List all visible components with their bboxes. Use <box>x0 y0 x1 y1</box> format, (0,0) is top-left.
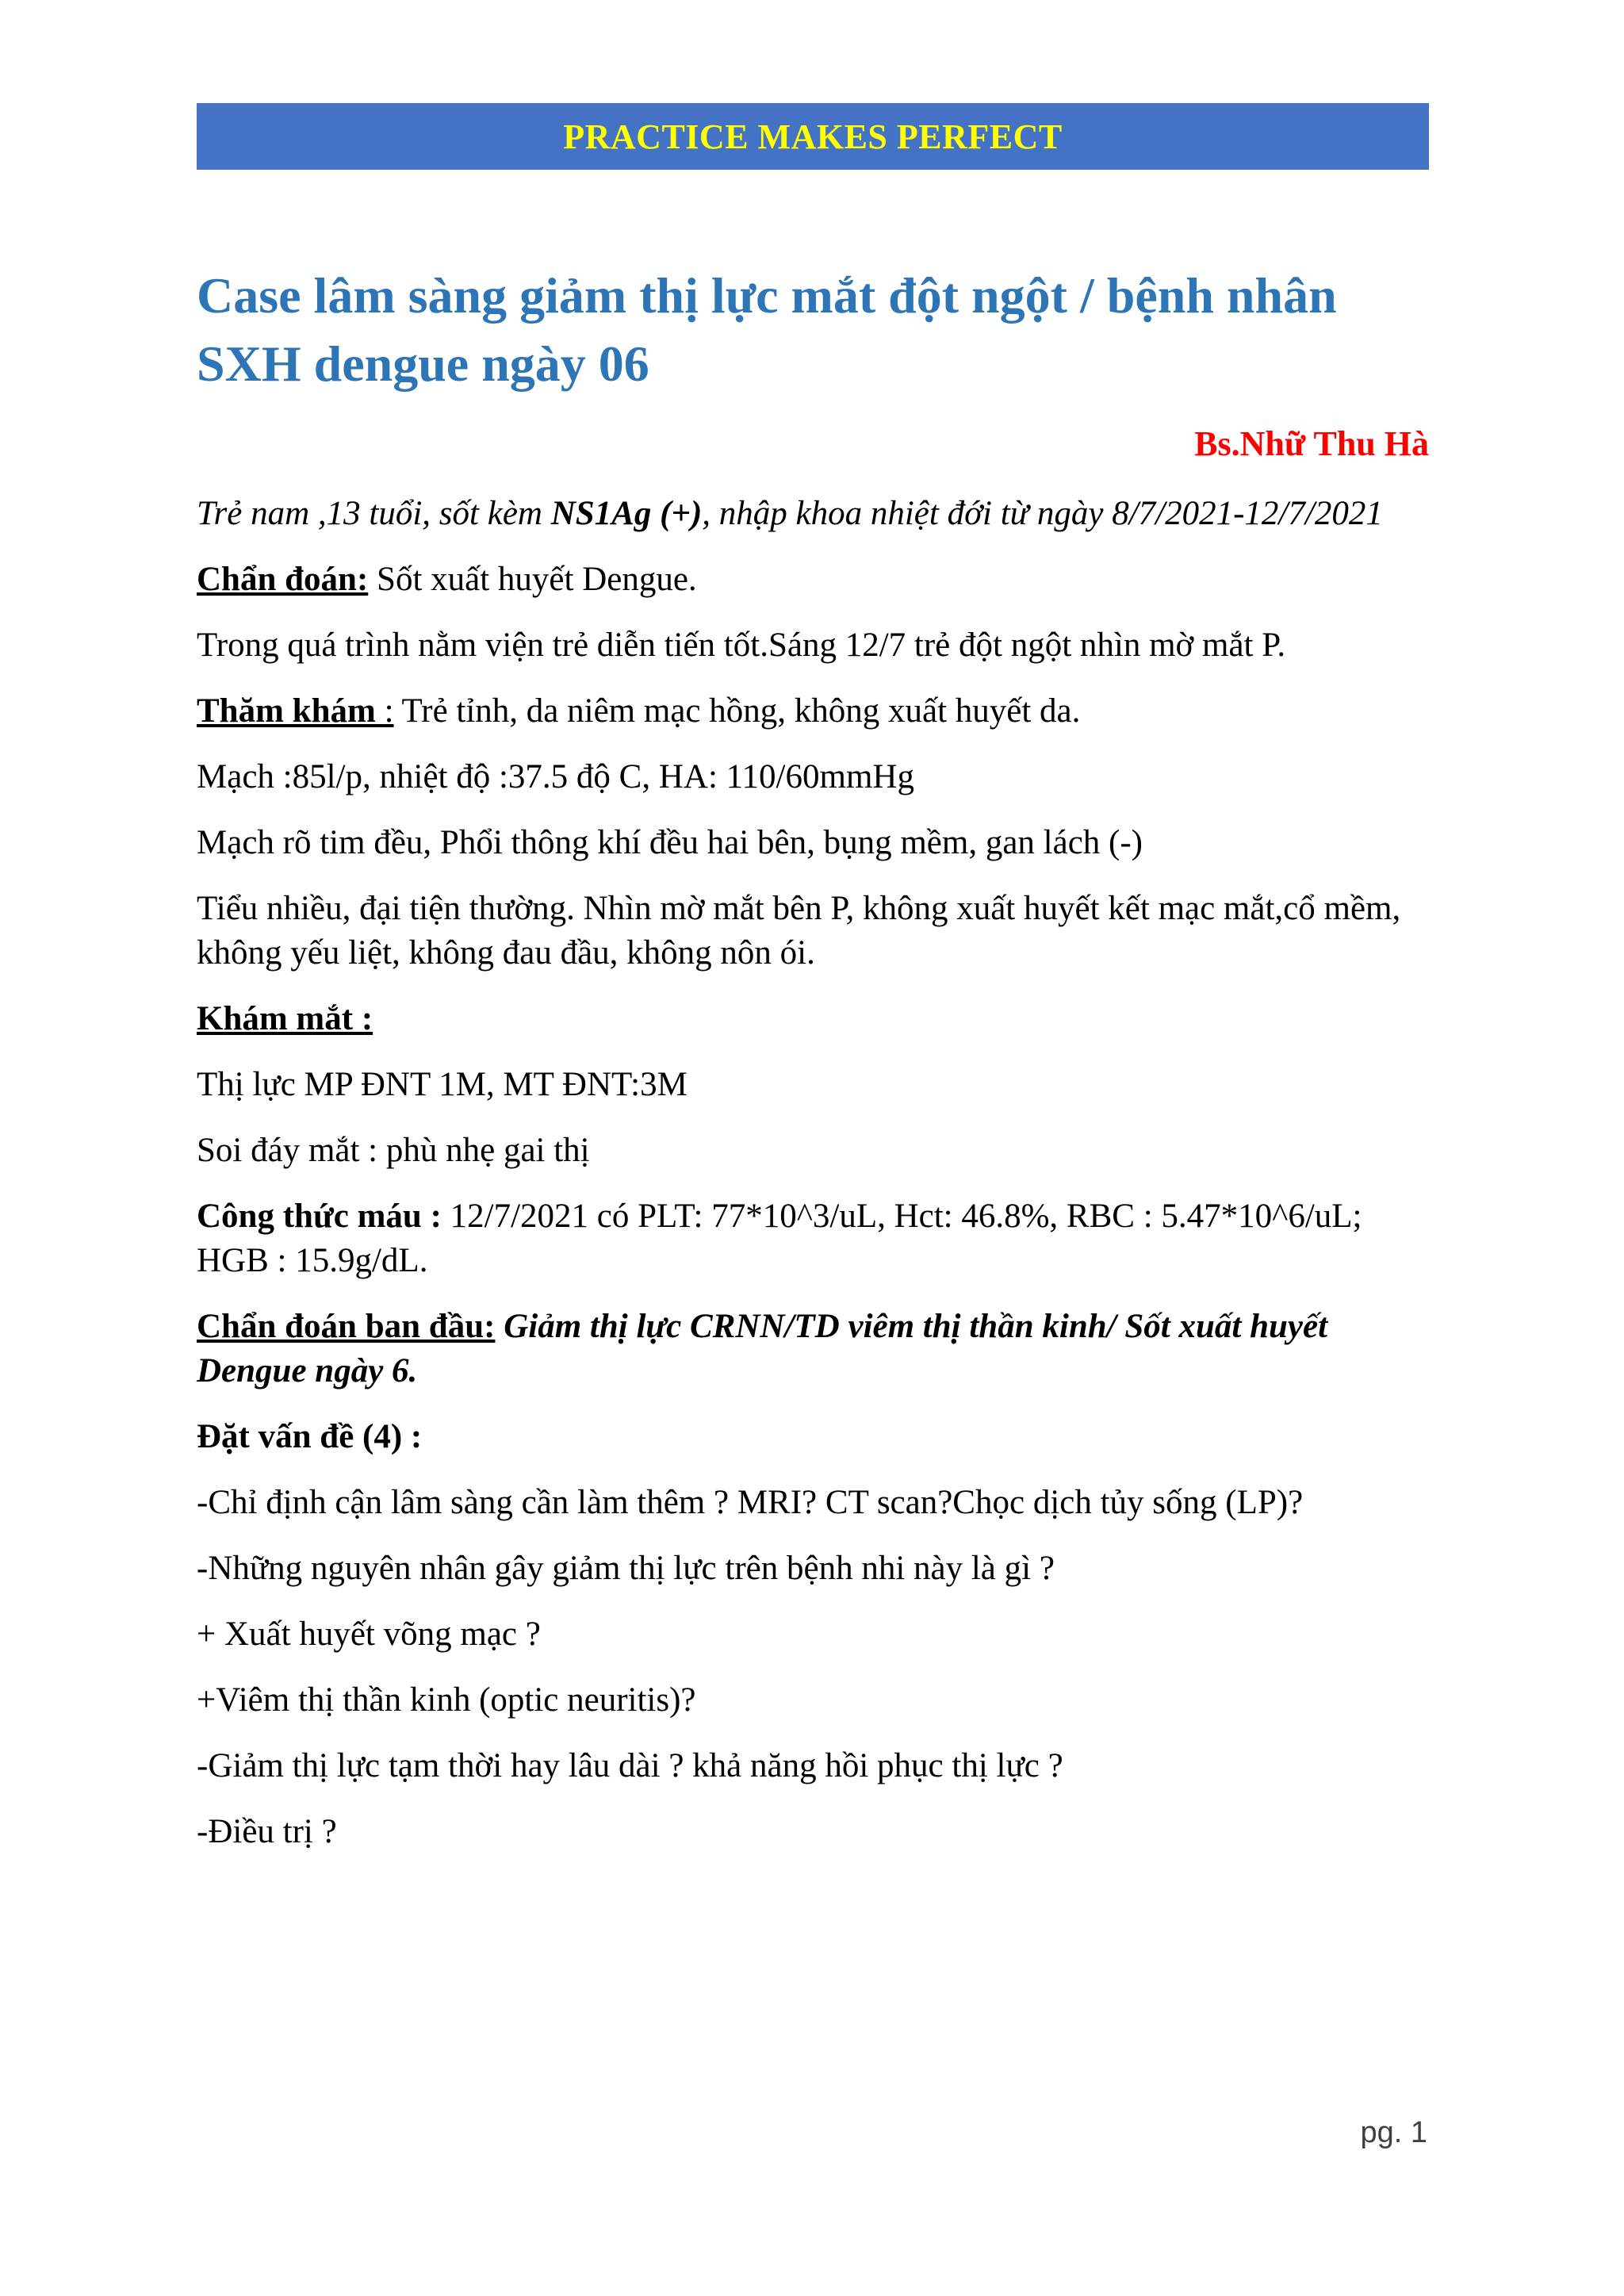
author-name: Bs.Nhữ Thu Hà <box>1194 424 1429 463</box>
banner-text: PRACTICE MAKES PERFECT <box>563 117 1063 156</box>
exam-colon: : <box>384 692 394 730</box>
diagnosis-paragraph <box>197 558 1434 602</box>
acuity-paragraph: Thị lực MP ĐNT 1M, MT ĐNT:3M <box>197 1066 688 1103</box>
problem-item: +Viêm thị thần kinh (optic neuritis)? <box>197 1681 696 1719</box>
problem-item: + Xuất huyết võng mạc ? <box>197 1616 541 1653</box>
initial-dx-paragraph <box>197 1305 1434 1393</box>
page-number: pg. 1 <box>1360 2116 1427 2149</box>
ns1ag-result: NS1Ag (+) <box>550 495 703 532</box>
eye-exam-heading <box>197 997 1434 1041</box>
intro-text-1: Trẻ nam ,13 tuổi, sốt kèm <box>197 495 551 532</box>
exam-value: Trẻ tỉnh, da niêm mạc hồng, không xuất huyết da. <box>393 692 1081 730</box>
document-body <box>197 492 1434 1876</box>
symptoms-paragraph: Tiểu nhiều, đại tiện thường. Nhìn mờ mắt bên P, không xuất huyết kết mạc mắt,cổ mềm, không yếu liệt, không đau đầu, không nôn ói. <box>197 890 1401 972</box>
problem-item: -Những nguyên nhân gây giảm thị lực trên bệnh nhi này là gì ? <box>197 1550 1055 1587</box>
cardio-paragraph: Mạch rõ tim đều, Phổi thông khí đều hai bên, bụng mềm, gan lách (-) <box>197 824 1143 861</box>
fundus-paragraph: Soi đáy mắt : phù nhẹ gai thị <box>197 1132 590 1169</box>
problem-item: -Điều trị ? <box>197 1813 337 1850</box>
problem-item: -Giảm thị lực tạm thời hay lâu dài ? khả năng hồi phục thị lực ? <box>197 1747 1063 1784</box>
vitals-paragraph: Mạch :85l/p, nhiệt độ :37.5 độ C, HA: 110/60mmHg <box>197 758 914 795</box>
exam-label: Thăm khám <box>197 692 385 730</box>
blood-label: Công thức máu : <box>197 1198 442 1235</box>
eye-exam-label: Khám mắt : <box>197 1000 373 1037</box>
intro-paragraph <box>197 492 1434 536</box>
intro-text-2: , nhập khoa nhiệt đới từ ngày 8/7/2021-12/7/2021 <box>702 495 1383 532</box>
header-banner <box>197 103 1429 170</box>
exam-paragraph <box>197 689 1434 734</box>
diagnosis-label: Chẩn đoán: <box>197 561 369 598</box>
problems-heading: Đặt vấn đề (4) : <box>197 1418 423 1455</box>
problem-item: -Chỉ định cận lâm sàng cần làm thêm ? MRI? CT scan?Chọc dịch tủy sống (LP)? <box>197 1484 1304 1521</box>
page-title: Case lâm sàng giảm thị lực mắt đột ngột / bệnh nhân SXH dengue ngày 06 <box>197 267 1337 392</box>
course-paragraph: Trong quá trình nằm viện trẻ diễn tiến tốt.Sáng 12/7 trẻ đột ngột nhìn mờ mắt P. <box>197 627 1286 664</box>
initial-dx-value: Giảm thị lực CRNN/TD viêm thị thần kinh/ Sốt xuất huyết Dengue ngày 6. <box>197 1308 1328 1389</box>
diagnosis-value: Sốt xuất huyết Dengue. <box>368 561 697 598</box>
blood-paragraph <box>197 1194 1434 1283</box>
blood-value: 12/7/2021 có PLT: 77*10^3/uL, Hct: 46.8%, RBC : 5.47*10^6/uL; HGB : 15.9g/dL. <box>197 1198 1362 1279</box>
initial-dx-label: Chẩn đoán ban đầu: <box>197 1308 496 1345</box>
